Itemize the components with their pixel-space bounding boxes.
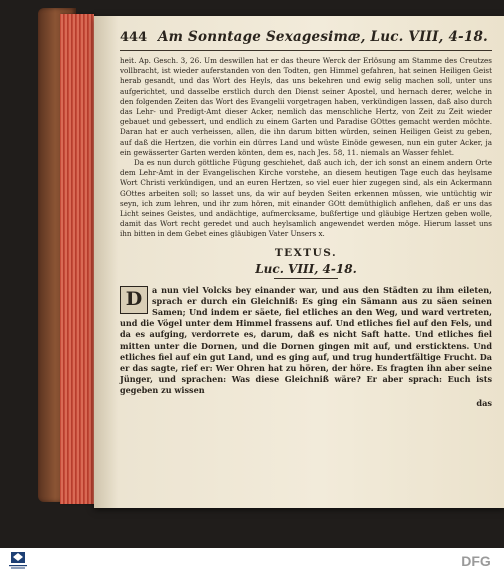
footer-bar (0, 548, 504, 573)
divider (274, 278, 338, 279)
catchword: das (476, 397, 492, 408)
paragraph: Da es nun durch göttliche Fügung geschiehet, daß auch ich, der ich sonst an einem andern Orte dem Lehr-Amt in der Evangelischen Kirche vorstehe, an diesem heutigen Tage euch das heylsame Wort Christi verkündigen, und an euren Hertzen, so viel euer hier zugegen sind, als ein Ackermann GOttes arbeiten soll; so lasset uns, da wir auf beyden Seiten erkennen müssen, wie untüchtig wir seyn, ich zum lehren, und ihr zum hören, mit einander GOtt demüthiglich anflehen, daß er uns das Licht seines Geistes, und andächtige, aufmercksame, bußfertige und gläubige Hertzen geben wolle, damit das Wort recht geredet und auch heylsamlich angewendet werden möge. Hierum lasset uns ihn bitten in dem Gebet eines gläubigen Vater Unsers x. (120, 158, 492, 239)
dfg-logo-text: DFG (461, 553, 491, 569)
university-library-seal-icon[interactable] (6, 550, 30, 571)
page-text-block (120, 28, 492, 408)
book-page (94, 16, 504, 508)
page-number: 444 (120, 30, 148, 45)
page-edges (60, 14, 94, 504)
gospel-text-block (120, 285, 492, 397)
book (38, 8, 504, 538)
section-title: TEXTUS. (274, 246, 338, 259)
paragraph: heit. Ap. Gesch. 3, 26. Um deswillen hat er das theure Werck der Erlösung am Stamme des Creutzes vollbracht, ist wieder auferstanden von den Todten, gen Himmel gefahren, hat seinen Heiligen Geist herab gesandt, und das Wort des Heyls, das uns bekehren und ewig selig machen soll, unter uns aufgerichtet, und dasselbe erstlich durch den Dienst seiner Apostel, und hernach derer, welche in den folgenden Zeiten das Wort des Evangelii vorgetragen haben, verkündigen lassen, daß also durch das Lehr- und Predigt-Amt dieser Acker, nemlich das menschliche Hertz, von Zeit zu Zeit wieder gebauet und gebessert, und endlich zu einem Garten und Paradise GOttes gemacht werden möchte. Daran hat er auch verheissen, allen, die ihn darum bitten würden, seinen Heiligen Geist zu geben, auf daß die Hertzen, die vorhin ein dürres Land und wüste Einöde gewesen, nun ein guter Acker, ja ein gewässerter Garten werden könten, dem es, nach Jes. 58, 11. niemals an Wasser fehlet. (120, 56, 492, 157)
dfg-logo-icon[interactable] (456, 551, 496, 571)
page-header (120, 28, 492, 51)
section-reference: Luc. VIII, 4-18. (255, 261, 357, 276)
gospel-text: a nun viel Volcks bey einander war, und aus den Städten zu ihm eileten, sprach er durch ein Gleichniß: Es ging ein Sämann aus zu säen seinen Samen; Und indem er säete, fiel etliches an den Weg, und ward vertreten, und die Vögel unter dem Himmel frassens auf. Und etliches fiel auf den Fels, und da es aufging, verdorrete es, darum, daß es nicht Saft hatte. Und etliches fiel mitten unter die Dornen, und die Dornen gingen mit auf, und ersticktens. Und etliches fiel auf ein gut Land, und es ging auf, und trug hundertfältige Frucht. Da er das sagte, rief er: Wer Ohren hat zu hören, der höre. Es fragten ihn aber seine Jünger, und sprachen: Was diese Gleichniß wäre? Er aber sprach: Euch ists gegeben zu wissen (120, 284, 492, 396)
decorated-initial: D (120, 286, 148, 314)
running-head: Am Sonntage Sexagesimæ, Luc. VIII, 4-18. (158, 29, 488, 45)
